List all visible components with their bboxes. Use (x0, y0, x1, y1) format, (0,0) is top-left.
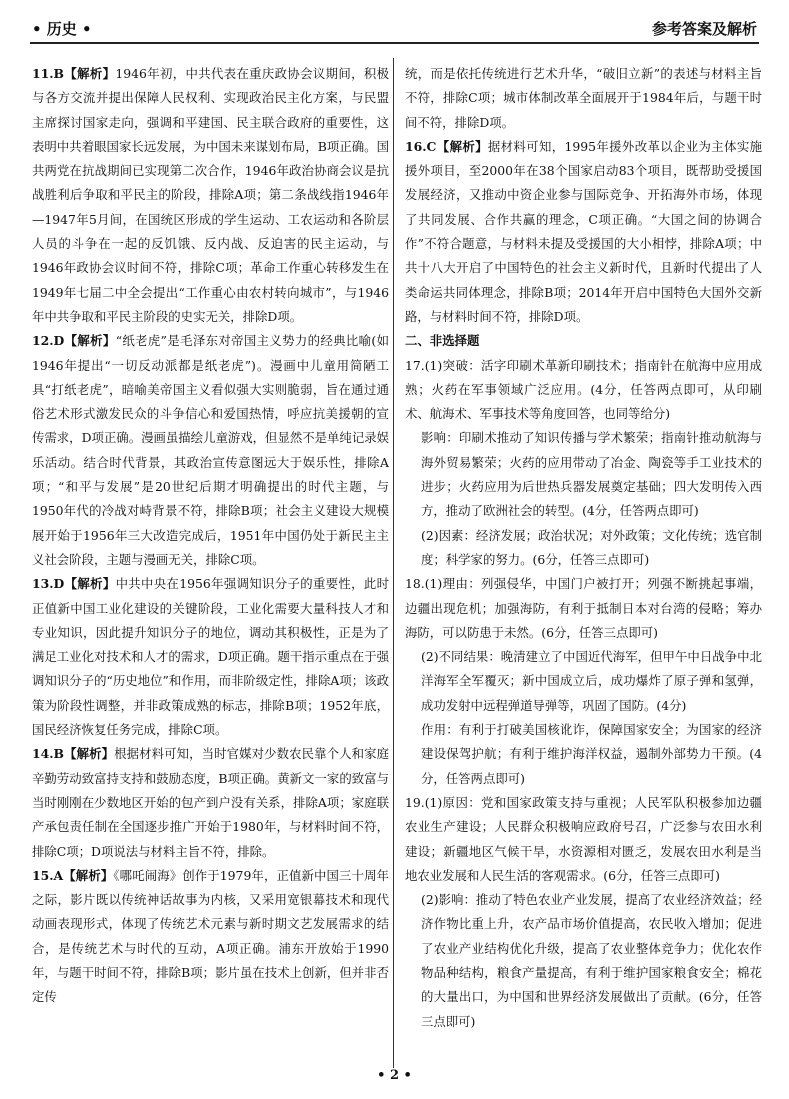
answer-text: 作用：有利于打破美国核讹诈，保障国家安全；为国家的经济建设保驾护航；有利于维护海洋权益，遏制外部势力干预。(4分，任答两点即可) (421, 722, 762, 786)
answer-explanation (405, 135, 762, 329)
answer-text: (2)不同结果：晚清建立了中国近代海军，但甲午中日战争中北洋海军全军覆灭；新中国成立后，成功爆炸了原子弹和氢弹，成功发射中远程弹道导弹等，巩固了国防。(4分) (421, 649, 762, 713)
answer-paragraph (405, 524, 762, 573)
answer-explanation (32, 572, 389, 742)
answer-paragraph (405, 354, 762, 427)
answer-text: 原因：党和国家政策支持与重视；人民军队积极参加边疆农业生产建设；人民群众积极响应政府号召，广泛参与农田水利建设；新疆地区气候干旱，水资源相对匮乏，发展农田水利是当地农业发展和人民生活的客观需求。(6分，任答三点即可) (405, 794, 762, 883)
explanation-text: 据材料可知，1995年援外改革以企业为主体实施援外项目，至2000年在38个国家启动83个项目，既帮助受援国发展经济，又推动中资企业参与国际竞争、开拓海外市场，体现了共同发展、合作共赢的理念，C项正确。“大国之间的协调合作”不符合题意，与材料未提及受援国的大小相悖，排除A项；中共十八大开启了中国特色的社会主义新时代，且新时代提出了人类命运共同体理念，排除B项；2014年开启中国特色大国外交新路，与材料时间不符，排除D项。 (405, 138, 762, 324)
header-title: 参考答案及解析 (651, 20, 757, 38)
subjective-answer (405, 354, 762, 573)
answer-explanation (32, 62, 389, 329)
question-number: 11.B【解析】 (32, 66, 116, 81)
answer-text: 突破：活字印刷术革新印刷技术；指南针在航海中应用成熟；火药在军事领域广泛应用。(4分，任答两点即可，从印刷术、航海术、军事技术等角度回答，也同等给分) (405, 357, 762, 422)
page-header (30, 12, 759, 44)
answer-text: (2)因素：经济发展；政治状况；对外政策；文化传统；选官制度；科学家的努力。(6分，任答三点即可) (421, 527, 762, 567)
question-number: 16.C【解析】 (405, 138, 488, 154)
answer-explanation (32, 742, 389, 863)
answer-text: 影响：印刷术推动了知识传播与学术繁荣；指南针推动航海与海外贸易繁荣；火药的应用带动了冶金、陶瓷等手工业技术的进步；火药应用为后世热兵器发展奠定基础；四大发明传入西方，推动了欧洲社会的转型。(4分，任答两点即可) (421, 430, 762, 519)
explanation-text: 根据材料可知，当时官媒对少数农民靠个人和家庭辛勤劳动致富持支持和鼓励态度，B项正确。黄新文一家的致富与当时刚刚在少数地区开始的包产到户没有关系，排除A项；家庭联产承包责任制在全国逐步推广开始于1980年，与材料时间不符，排除C项；D项说法与材料主旨不符，排除。 (32, 746, 390, 859)
question-number: 14.B【解析】 (32, 746, 115, 762)
answer-text: 理由：列强侵华，中国门户被打开；列强不断挑起事端，边疆出现危机；加强海防，有利于抵制日本对台湾的侵略；筹办海防，可以防患于未然。(6分，任答三点即可) (405, 576, 762, 640)
left-column (32, 62, 389, 1010)
question-number: 13.D【解析】 (32, 576, 116, 592)
right-column (405, 62, 762, 1034)
explanation-text: “纸老虎”是毛泽东对帝国主义势力的经典比喻(如1946年提出“一切反动派都是纸老虎”)。漫画中儿童用简陋工具“打纸老虎”，暗喻美帝国主义看似强大实则脆弱，旨在通过通俗艺术形式激发民众的斗争信心和爱国热情，呼应抗美援朝的宣传需求，D项正确。漫画虽描绘儿童游戏，但显然不是单纯记录娱乐活动。结合时代背景，其政治宣传意图远大于娱乐性，排除A项；“和平与发展”是20世纪后期才明确提出的时代主题，与1950年代的冷战对峙背景不符，排除B项；社会主义建设大规模展开始于1956年三大改造完成后，1951年中国仍处于新民主主义社会阶段，主题与漫画无关，排除C项。 (32, 333, 389, 567)
answer-explanation (32, 329, 389, 572)
explanation-text: 统，而是依托传统进行艺术升华，“破旧立新”的表述与材料主旨不符，排除C项；城市体制改革全面展开于1984年后，与题干时间不符，排除D项。 (405, 66, 762, 130)
answer-paragraph (405, 645, 762, 718)
question-number: 19.(1) (405, 794, 443, 810)
question-number: 18.(1) (405, 576, 443, 592)
answer-paragraph (405, 718, 762, 791)
explanation-text: 《哪吒闹海》创作于1979年，正值新中国三十周年之际，影片既以传统神话故事为内核，又采用宽银幕技术和现代动画表现形式，体现了传统艺术元素与新时期文艺发展需求的结合，是传统艺术与时代的互动，A项正确。浦东开放始于1990年，与题干时间不符，排除B项；影片虽在技术上创新，但并非否定传 (32, 867, 389, 1005)
answer-text: (2)影响：推动了特色农业产业发展，提高了农业经济效益；经济作物比重上升，农产品市场价值提高，农民收入增加；促进了农业产业结构优化升级，提高了农业整体竞争力；优化农作物品种结构，粮食产量提高，有利于维护国家粮食安全；棉花的大量出口，为中国和世界经济发展做出了贡献。(6分，任答三点即可) (421, 892, 762, 1029)
answer-paragraph (405, 791, 762, 888)
subject-label: • 历史 • (32, 20, 92, 38)
explanation-text: 中共中央在1956年强调知识分子的重要性，此时正值新中国工业化建设的关键阶段，工业化需要大量科技人才和专业知识，因此提升知识分子的地位，调动其积极性，正是为了满足工业化对技术和人才的需求，D项正确。题干指示重点在于强调知识分子的“历史地位”和作用，而非阶级定性，排除A项；该政策为阶段性调整，并非政策成熟的标志，排除B项；1952年底，国民经济恢复任务完成，排除C项。 (32, 576, 389, 738)
answer-explanation (405, 62, 762, 135)
explanation-text: 1946年初，中共代表在重庆政协会议期间，积极与各方交流并提出保障人民权利、实现政治民主化方案，与民盟主席探讨国家走向，强调和平建国、民主联合政府的重要性，这表明中共着眼国家长远发展，为中国未来谋划布局，B项正确。国共两党在抗战期间已实现第二次合作，1946年政治协商会议是抗战胜利后争取和平民主的阶段，排除A项；第二条战线指1946年—1947年5月间，在国统区形成的学生运动、工农运动和各阶层人员的斗争在一起的反饥饿、反内战、反迫害的民主运动，与1946年政协会议时间不符，排除C项；革命工作重心转移发生在1949年七届二中全会提出“工作重心由农村转向城市”，与1946年中共争取和平民主阶段的史实无关，排除D项。 (32, 66, 389, 324)
answer-paragraph (405, 572, 762, 645)
question-number: 12.D【解析】 (32, 333, 116, 349)
subjective-answer (405, 791, 762, 1034)
column-divider (393, 58, 394, 1068)
section-title: 二、非选择题 (405, 333, 480, 349)
question-number: 17.(1) (405, 357, 443, 373)
answer-explanation (32, 864, 389, 1010)
answer-paragraph (405, 426, 762, 523)
answer-paragraph (405, 888, 762, 1034)
question-number: 15.A【解析】 (32, 867, 114, 883)
subjective-answer (405, 572, 762, 791)
page-number: • 2 • (377, 1068, 412, 1083)
